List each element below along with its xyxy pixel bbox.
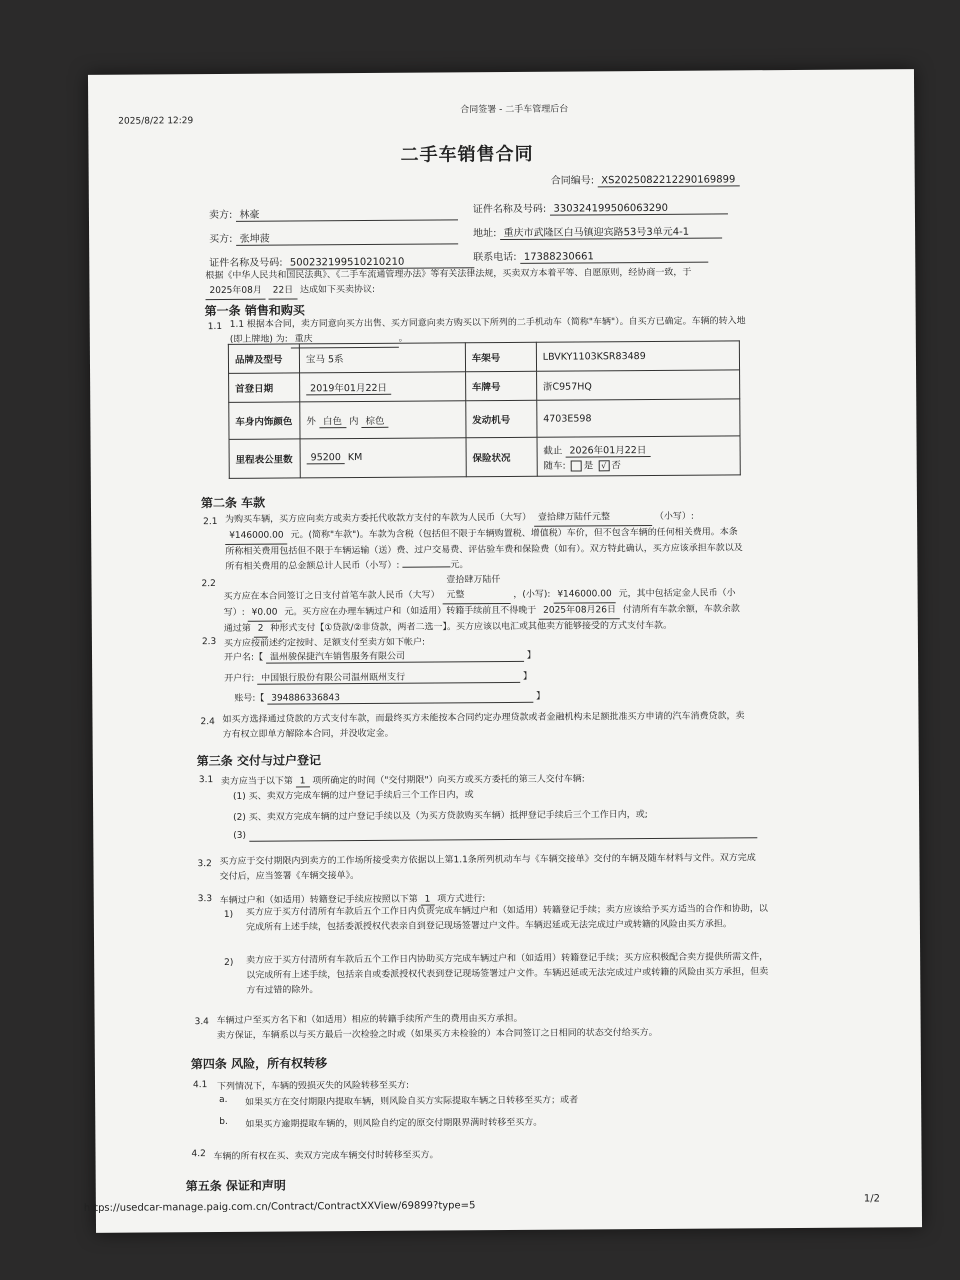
color-out-label: 外 — [306, 415, 316, 427]
insurance-follow-label: 随车: — [543, 460, 566, 472]
delivery-option-3-label: (3) — [233, 830, 247, 841]
delivery-option-3 — [233, 827, 757, 842]
print-datetime: 2025/8/22 12:29 — [118, 116, 194, 127]
price-in-words: 壹拾肆万陆仟元整 — [534, 510, 652, 527]
clause-2-4-num: 2.4 — [200, 717, 215, 728]
account-name-label: 开户名:【 — [224, 652, 264, 663]
color-in-value: 棕色 — [361, 412, 388, 427]
transfer-method-2-num: 2) — [224, 957, 234, 968]
account-name — [224, 648, 536, 664]
clause-2-1-a: 为购买车辆，买方应向卖方或卖方委托代收款方支付的车款为人民币（大写） — [225, 512, 532, 525]
clause-3-2-num: 3.2 — [197, 859, 212, 870]
clause-2-4-text: 如买方选择通过贷款的方式支付车款，而最终买方未能按本合同约定办理贷款或者金融机构未足额批准买方申请的汽车消费贷款，卖方有权立即单方解除本合同，并没收定金。 — [222, 711, 745, 740]
account-name-end: 】 — [526, 650, 536, 661]
table-row — [229, 370, 740, 403]
clause-4-1-num: 4.1 — [192, 1080, 208, 1091]
color-cell — [300, 401, 466, 439]
buyer-value: 张坤菠 — [236, 228, 458, 246]
clause-3-1-a: 卖方应当于以下第 — [220, 776, 293, 787]
intro-date-ym: 2025年08月 — [205, 284, 265, 300]
insurance-label: 保险状况 — [466, 437, 537, 476]
table-row — [228, 341, 739, 374]
clause-1-1-text2: (即上牌地) 为: — [229, 334, 288, 345]
clause-2-1-b: （小写）: — [654, 511, 694, 522]
transfer-method-1-num: 1) — [223, 909, 234, 920]
intro-text: 根据《中华人民共和国民法典》、《二手车流通管理办法》等有关法律法规，买卖双方本着平等、自愿原则，经协商一致，于 — [205, 267, 692, 282]
clause-4-1-a-num: a. — [219, 1094, 228, 1106]
checkbox-yes[interactable] — [571, 460, 582, 471]
clause-2-1-end: 元。 — [450, 560, 469, 571]
insurance-until-value: 2026年01月22日 — [565, 441, 650, 457]
clause-2-2-f: 种形式支付【①贷款/②非贷款，两者二选一】。买方应该以电汇或其他卖方能够接受的方式支付车款。 — [270, 620, 673, 634]
payment-option: 2 — [254, 622, 268, 638]
color-label: 车身内饰颜色 — [229, 402, 300, 439]
odometer-cell — [300, 438, 466, 478]
clause-3-3-num: 3.3 — [197, 894, 213, 905]
clause-2-2-d: 元。买方应在办理车辆过户和（如适用）转籍手续前且不得晚于 — [284, 605, 537, 618]
clause-4-2-text: 车辆的所有权在买、卖双方完成车辆交付时转移至买方。 — [213, 1150, 439, 1163]
account-number-end: 】 — [536, 691, 546, 702]
plate-label: 车牌号 — [465, 371, 536, 400]
account-name-value: 温州骏保捷汽车销售服务有限公司 — [266, 648, 524, 664]
contract-title: 二手车销售合同 — [400, 143, 534, 166]
final-payment-date: 2025年08月26日 — [539, 603, 620, 620]
clause-3-3-a: 车辆过户和（如适用）转籍登记手续应按照以下第 — [219, 894, 418, 906]
reg-cell — [300, 372, 466, 402]
insurance-cell — [537, 436, 740, 476]
color-in-label: 内 — [348, 415, 359, 427]
account-bank-end: 】 — [522, 671, 533, 682]
clause-2-2-num: 2.2 — [201, 579, 216, 590]
clause-2-2-c: 元，其中包括定金人民币（小写）: — [223, 588, 736, 618]
article-2-title: 第二条 车款 — [200, 495, 266, 511]
account-number-value: 394886336843 — [267, 692, 533, 705]
account-number — [234, 689, 545, 705]
odometer-unit: KM — [347, 451, 363, 464]
vehicle-table — [228, 340, 741, 479]
account-bank-label: 开户行: — [224, 673, 255, 684]
clause-3-2-text: 买方应于交付期限内到卖方的工作场所接受卖方依据以上第1.1条所列机动车与《车辆交接单》交付的车辆及随车材料与文件。双方完成交付后，应当签署《车辆交接单》。 — [219, 853, 756, 882]
odometer-label: 里程表公里数 — [229, 439, 300, 478]
registration-place: 重庆 — [291, 332, 399, 349]
clause-3-4-num: 3.4 — [194, 1017, 209, 1028]
clause-3-1-num: 3.1 — [198, 775, 214, 786]
brand-label: 品牌及型号 — [228, 344, 299, 373]
page-number: 1/2 — [863, 1193, 880, 1205]
contract-no-value: XS2025082212290169899 — [597, 174, 739, 187]
price-in-figures: ¥146000.00 — [225, 529, 288, 545]
first-payment-words: 壹拾肆万陆仟元整 — [442, 573, 510, 604]
clause-4-1-text: 下列情况下，车辆的毁损灭失的风险转移至买方: — [217, 1080, 410, 1093]
clause-1-1-text: 1.1 根据本合同，卖方同意向买方出售、买方同意向卖方购买以下所列的二手机动车（简称"车辆"）。自买方已确定。车辆的转入地 — [229, 316, 746, 330]
seller-label: 卖方: — [208, 209, 233, 222]
clause-2-2 — [223, 571, 745, 638]
reg-label: 首登日期 — [229, 373, 300, 402]
table-row — [229, 436, 740, 479]
seller-id-label: 证件名称及号码: — [472, 203, 547, 216]
buyer — [209, 228, 458, 246]
clause-3-4-a: 车辆过户至买方名下和（如适用）相应的转籍手续所产生的费用由买方承担。 — [216, 1013, 523, 1027]
engine-label: 发动机号 — [466, 400, 537, 437]
footer-url: https://usedcar-manage.paig.com.cn/Contract/ContractXXView/69899?type=5 — [83, 1200, 476, 1214]
article-3-title: 第三条 交付与过户登记 — [196, 753, 321, 769]
account-bank — [224, 669, 532, 685]
clause-4-2-num: 4.2 — [191, 1149, 206, 1160]
first-payment-figures: ¥146000.00 — [553, 587, 616, 603]
clause-2-2-e: 付清所有车款余额，车款余款通过第 — [223, 604, 740, 634]
engine-value: 4703E598 — [537, 399, 740, 437]
seller-id-value: 330324199506063290 — [549, 202, 727, 215]
buyer-id-value: 500232199510210210 — [286, 256, 474, 269]
clause-2-1 — [225, 509, 745, 575]
plate-value: 浙C957HQ — [536, 370, 739, 400]
account-bank-value: 中国银行股份有限公司温州瓯州支行 — [257, 669, 520, 685]
phone — [473, 247, 708, 265]
no-label: 否 — [611, 459, 621, 471]
clause-3-4-b: 卖方保证，车辆系以与买方最后一次检验之时或（如果买方未检验的）本合同签订之日相同的状态交付给买方。 — [216, 1027, 658, 1042]
deposit-value: ¥0.00 — [248, 606, 282, 622]
clause-4-1-a: 如果买方在交付期限内提取车辆，则风险自买方实际提取车辆之日转移至买方；或者 — [245, 1095, 579, 1108]
address-label: 地址: — [473, 228, 497, 240]
clause-2-2-a: 买方应在本合同签订之日支付首笔车款人民币（大写） — [223, 590, 440, 602]
odometer-value: 95200 — [307, 452, 345, 464]
clause-2-1-c: 元。(简称"车款")。车款为含税（包括但不限于车辆购置税、增值税）车价，但不包含车辆的任何相关费用。本条所称相关费用包括但不限于车辆运输（送）费、过户交易费、评估验车费和保险费（如有）。双方特此确认，买方应该承担车款以及所有相关费用的总金额总计人民币（小写）: — [225, 527, 743, 572]
phone-label: 联系电话: — [473, 251, 517, 264]
transfer-option: 1 — [421, 894, 435, 905]
clause-2-1-num: 2.1 — [203, 517, 218, 528]
clause-4-1-b: 如果买方逾期提取车辆的，则风险自约定的原交付期限界满时转移至买方。 — [245, 1117, 543, 1130]
intro-paragraph — [205, 265, 735, 300]
account-number-label: 账号:【 — [234, 693, 265, 704]
seller — [209, 204, 458, 222]
contract-no — [551, 170, 740, 187]
contract-page — [83, 69, 922, 1233]
transfer-method-1: 买方应于买方付清所有车款后五个工作日内负责完成车辆过户和（如适用）转籍登记手续；卖方应该给予买方适当的合作和协助，以完成所有上述手续，包括委派授权代表亲自到登记现场签署过户文件。车辆迟延或无法完成过户或转籍的风险由买方承担。 — [245, 904, 768, 933]
reg-value: 2019年01月22日 — [306, 379, 391, 395]
vin-value: LBVKY1103KSR83489 — [536, 341, 739, 371]
delivery-option-2: (2) 买、卖双方完成车辆的过户登记手续以及（为买方贷款购买车辆）抵押登记手续后三个工作日内，或; — [233, 810, 648, 823]
phone-value: 17388230661 — [520, 251, 708, 264]
transfer-method-2: 卖方应于买方付清所有车款后五个工作日内协助买方完成车辆过户和（如适用）转籍登记手续；买方应积极配合卖方提供所需文件，以完成所有上述手续，包括亲自或委派授权代表到登记现场签署过户文件。车辆迟延或无法完成过户或转籍的风险由买方承担，但卖方有过错的除外。 — [246, 952, 769, 996]
delivery-option: 1 — [296, 776, 310, 787]
brand-value: 宝马 5系 — [299, 343, 465, 373]
seller-id — [473, 198, 728, 216]
insurance-until-label: 截止 — [543, 445, 563, 457]
intro-date-d: 22日 — [269, 283, 298, 299]
article-1-title: 第一条 销售和购买 — [204, 303, 305, 319]
clause-3-1 — [221, 771, 585, 788]
buyer-label: 买方: — [209, 233, 233, 246]
yes-label: 是 — [583, 459, 594, 471]
article-4-title: 第四条 风险，所有权转移 — [190, 1056, 328, 1072]
address — [473, 222, 722, 240]
contract-no-label: 合同编号: — [550, 175, 595, 187]
registration-place-end: 。 — [398, 333, 408, 344]
clause-2-2-b: ，(小写): — [513, 589, 551, 600]
page-title: 合同签署 - 二手车管理后台 — [460, 104, 569, 116]
seller-value: 林豪 — [235, 204, 457, 222]
clause-2-3-num: 2.3 — [201, 637, 217, 648]
table-row — [229, 399, 740, 440]
clause-3-3-b: 项方式进行: — [437, 894, 486, 905]
checkbox-no[interactable]: √ — [598, 460, 609, 471]
article-5-title: 第五条 保证和声明 — [185, 1178, 286, 1194]
clause-1-1-num: 1.1 — [207, 321, 223, 333]
address-value: 重庆市武隆区白马镇迎宾路53号3单元4-1 — [500, 222, 722, 240]
clause-4-1-b-num: b. — [219, 1116, 228, 1128]
intro-tail: 达成如下买卖协议: — [300, 284, 376, 296]
delivery-option-1: (1) 买、卖双方完成车辆的过户登记手续后三个工作日内，或 — [232, 790, 474, 802]
clause-2-3-text: 买方应按前述约定按时、足额支付至卖方如下帐户: — [223, 637, 426, 649]
buyer-id-label: 证件名称及号码: — [209, 257, 283, 270]
color-out-value: 白色 — [319, 413, 346, 428]
clause-3-1-b: 项所确定的时间（"交付期限"）向买方或买方委托的第三人交付车辆: — [312, 774, 585, 787]
vin-label: 车架号 — [465, 342, 536, 371]
